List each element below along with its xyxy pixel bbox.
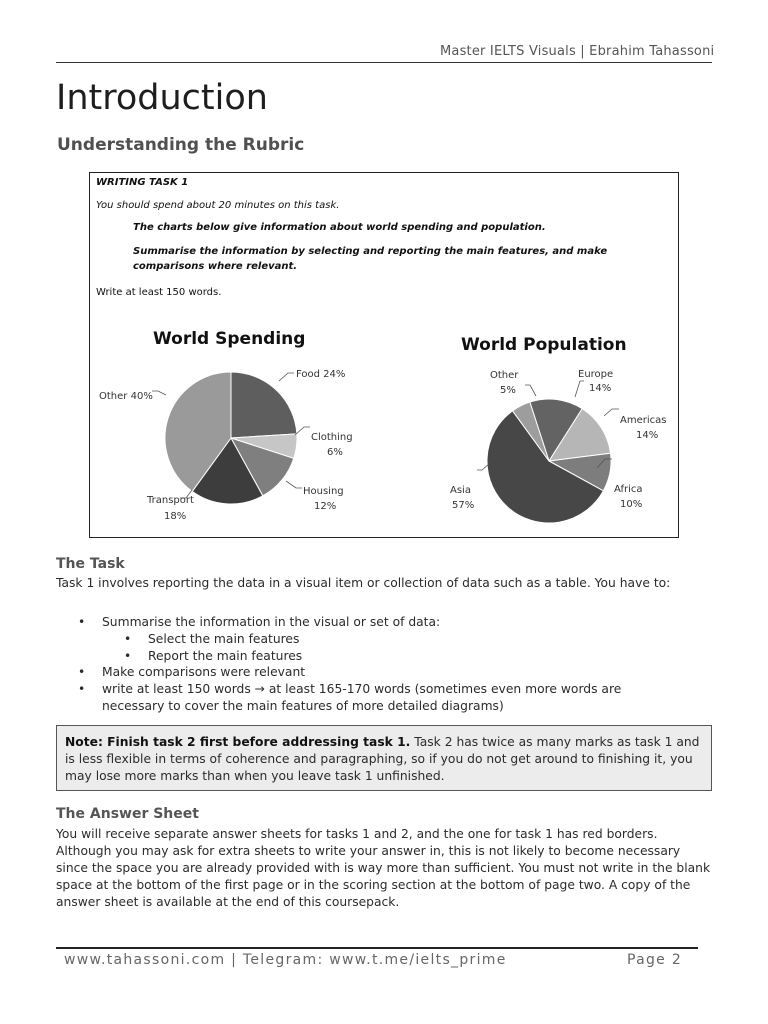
bullet-compare: • Make comparisons were relevant — [78, 665, 306, 679]
population-pie — [487, 399, 611, 523]
spending-chart-title: World Spending — [153, 329, 306, 349]
task-charts-instruction: The charts below give information about world spending and population. — [133, 222, 546, 233]
label-europe: Europe — [578, 369, 614, 380]
footer-rule — [56, 947, 698, 949]
label-housing-value: 12% — [314, 501, 337, 512]
pie-charts — [90, 313, 678, 537]
answer-sheet-body: You will receive separate answer sheets for tasks 1 and 2, and the one for task 1 has red borders. Although you may ask for extra sheets to write your answer in, this is not likely to become necessary since the space you are already provided with is way more than sufficient. You must not write in the blank space at the bottom of the first page or in the scoring section at the bottom of page two. A copy of the answer sheet is available at the end of this coursepack. — [56, 827, 711, 909]
footer-links: www.tahassoni.com | Telegram: www.t.me/ielts_prime — [64, 952, 507, 968]
label-americas: Americas — [620, 415, 667, 426]
bullet-summarise: • Summarise the information in the visual or set of data: — [78, 615, 441, 629]
note-bold: Note: Finish task 2 first before addressing task 1. — [65, 735, 411, 749]
bullet-select: • Select the main features — [124, 632, 300, 646]
label-food: Food 24% — [296, 369, 346, 380]
label-europe-value: 14% — [589, 383, 612, 394]
bullet-report: • Report the main features — [124, 649, 303, 663]
label-africa: Africa — [614, 484, 643, 495]
answer-sheet-heading: The Answer Sheet — [56, 806, 199, 822]
running-header: Master IELTS Visuals | Ebrahim Tahassoni — [440, 44, 715, 59]
header-rule — [56, 62, 712, 63]
task-summary-instruction: Summarise the information by selecting and reporting the main features, and make comparisons where relevant. — [133, 246, 608, 272]
label-transport: Transport — [147, 495, 194, 506]
label-asia-value: 57% — [452, 500, 475, 511]
label-clothing: Clothing — [311, 432, 353, 443]
spending-pie — [165, 372, 297, 504]
pie-slice-food — [231, 372, 297, 438]
label-americas-value: 14% — [636, 430, 659, 441]
section-subtitle: Understanding the Rubric — [57, 135, 305, 155]
population-chart-title: World Population — [461, 335, 627, 355]
the-task-heading: The Task — [56, 556, 125, 572]
the-task-intro: Task 1 involves reporting the data in a visual item or collection of data such as a table. You have to: — [56, 576, 671, 590]
bullet-words: • write at least 150 words → at least 165-170 words (sometimes even more words are necessary to cover the main features of more detailed diagrams) — [78, 682, 622, 713]
label-asia: Asia — [450, 485, 471, 496]
label-other-population-value: 5% — [500, 385, 516, 396]
label-other-population: Other — [490, 370, 519, 381]
note-text: Task 2 has twice as many marks as task 1 and is less flexible in terms of coherence and paragraphing, so if you do not get around to finishing it, you may lose more marks than when you leave task 1 unfinished. — [65, 735, 700, 783]
task-word-instruction: Write at least 150 words. — [96, 287, 222, 298]
task-time-instruction: You should spend about 20 minutes on this task. — [96, 200, 340, 211]
label-africa-value: 10% — [620, 499, 643, 510]
page-title: Introduction — [56, 78, 268, 118]
label-other-spending: Other 40% — [99, 391, 153, 402]
page-number: Page 2 — [627, 952, 683, 968]
note-box — [56, 725, 712, 791]
label-housing: Housing — [303, 486, 344, 497]
label-transport-value: 18% — [164, 511, 187, 522]
label-clothing-value: 6% — [327, 447, 343, 458]
task-heading: WRITING TASK 1 — [96, 177, 189, 188]
writing-task-box — [89, 172, 679, 538]
